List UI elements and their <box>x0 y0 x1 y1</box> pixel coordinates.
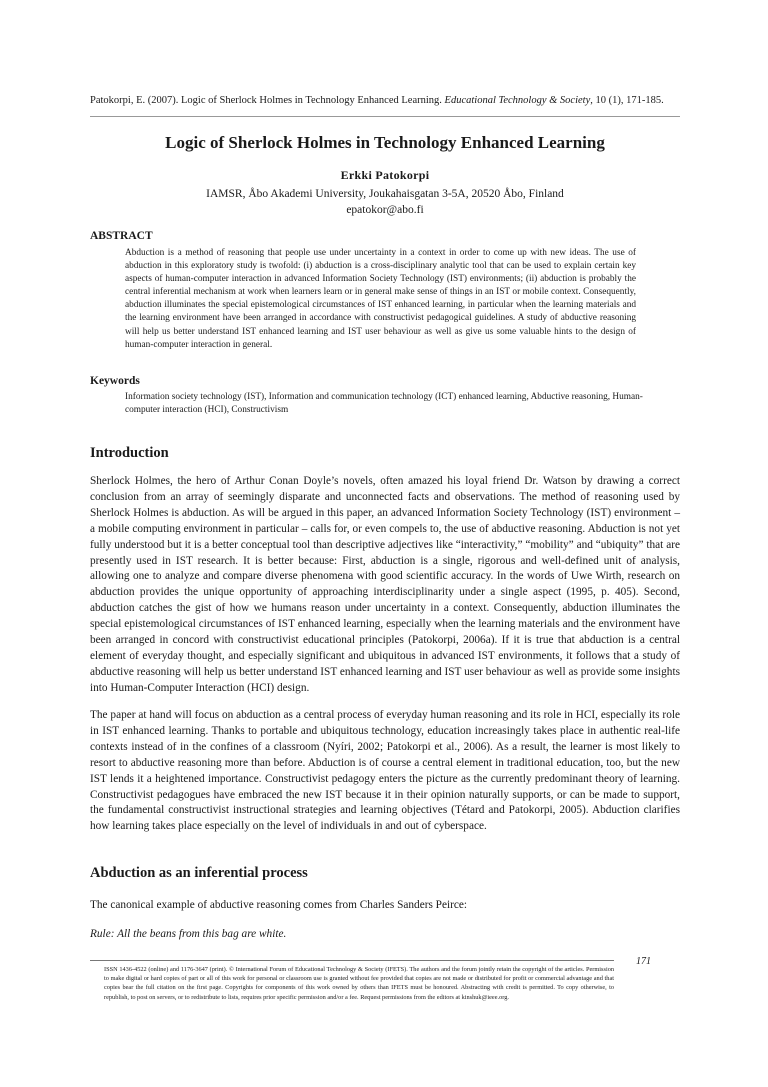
citation-header <box>90 93 680 109</box>
author-block <box>90 186 680 218</box>
introduction-paragraph-2: The paper at hand will focus on abduction as a central process of everyday human reasoning and its role in HCI, especially its role in IST enhanced learning. Thanks to portable and ubiquitous technology, education increasingly takes place in authentic real-life contexts instead of in the confines of a classroom (Nyíri, 2002; Patokorpi et al., 2006). As a result, the learner is most likely to resort to abductive reasoning more than before. Abduction is of course a central element in traditional education, too, but the new IST lends it a heightened importance. Constructivist pedagogy enters the picture as the currently predominant theory of learning. Constructivist pedagogues have embraced the new IST because it in their opinion naturally supports, or can be made to support, the fundamental constructivist instructional strategies and learning objectives (Tétard and Patokorpi, 2005). Abduction clarifies how learning takes place especially on the level of individuals in and out of cyberspace. <box>90 709 680 833</box>
abstract-text: Abduction is a method of reasoning that people use under uncertainty in a context in order to come up with new ideas. The use of abduction in this exploratory study is twofold: (i) abduction is a cross-disciplinary analytic tool that can be used to explain certain key aspects of human-computer interaction in advanced Information Society Technology (IST) environments; (ii) abduction is probably the central inferential mechanism at work when learners learn or in general make sense of things in an IST or mobile context. Consequently, abduction illuminates the special epistemological circumstances of IST enhanced learning, in particular when the learning materials and the learning environment have been arranged in accordance with constructivist pedagogical guidelines. A study of abductive reasoning will help us better understand IST enhanced learning and IST user behaviour as well as give us some valuable hints to the design of human-computer interaction in general. <box>125 248 636 350</box>
author-email: epatokor@abo.fi <box>346 204 424 216</box>
header-divider <box>90 116 680 117</box>
introduction-heading: Introduction <box>90 445 169 461</box>
keywords-label: Keywords <box>90 375 140 387</box>
citation-journal: Educational Technology & Society <box>444 95 591 106</box>
abduction-rule: Rule: All the beans from this bag are white. <box>90 928 287 940</box>
paper-title: Logic of Sherlock Holmes in Technology Enhanced Learning <box>165 133 605 152</box>
copyright-notice: ISSN 1436-4522 (online) and 1176-3647 (print). © International Forum of Educational Technology & Society (IFETS). The authors and the forum jointly retain the copyright of the articles. Permission to make digital or hard copies of part or all of this work for personal or classroom use is granted without fee provided that copies are not made or distributed for profit or commercial advantage and that copies bear the full citation on the first page. Copyrights for components of this work owned by others than IFETS must be honoured. Abstracting with credit is permitted. To copy otherwise, to republish, to post on servers, or to redistribute to lists, requires prior specific permission and/or a fee. Request permissions from the editors at kinshuk@ieee.org. <box>104 966 614 1001</box>
abduction-heading: Abduction as an inferential process <box>90 865 308 881</box>
author-name: Erkki Patokorpi <box>340 168 430 182</box>
citation-prefix: Patokorpi, E. (2007). Logic of Sherlock Holmes in Technology Enhanced Learning. <box>90 95 445 106</box>
page-number: 171 <box>636 956 651 967</box>
abstract-label: ABSTRACT <box>90 230 153 242</box>
footer-divider <box>90 960 614 961</box>
abduction-paragraph-1: The canonical example of abductive reasoning comes from Charles Sanders Peirce: <box>90 899 468 911</box>
introduction-paragraph-1: Sherlock Holmes, the hero of Arthur Conan Doyle’s novels, often amazed his loyal friend Dr. Watson by drawing a correct conclusion from an array of seemingly disparate and unconnected facts and observations. The method of reasoning used by Sherlock Holmes is abduction. As will be argued in this paper, an advanced Information Society Technology (IST) environment – a mobile computing environment in particular – calls for, or even compels to, the use of abductive reasoning. Abduction is not yet fully understood but it is a better conceptual tool than descriptive adjectives like “interactivity,” “mobility” and “ubiquity” that are presently used in IST research. It is better because: First, abduction is a single, rigorous and well-defined unit of analysis, allowing one to analyze and compare diverse phenomena with good scientific accuracy. In the words of Uwe Wirth, research on abduction provides the unique opportunity of approaching interdisciplinarity under a single aspect (1995, p. 405). Second, abduction catches the gist of how we humans reason under uncertainty in a context. Consequently, abduction illuminates the special epistemological circumstances of IST enhanced learning, especially when the learning materials and the environment have been arranged in concord with constructivist educational principles (Patokorpi, 2006a). If it is true that abduction is a central element of everyday thought, and especially significant and ubiquitous in advanced IST environments, it follows that a study of abductive reasoning will help us better understand IST enhanced learning and IST user behaviour as well as provide some insights into Human-Computer Interaction (HCI) design. <box>90 475 680 694</box>
author-affiliation: IAMSR, Åbo Akademi University, Joukahaisgatan 3-5A, 20520 Åbo, Finland <box>206 188 564 200</box>
keywords-text: Information society technology (IST), Information and communication technology (ICT) enhanced learning, Abductive reasoning, Human-computer interaction (HCI), Constructivism <box>125 392 643 416</box>
citation-suffix: , 10 (1), 171-185. <box>590 95 664 106</box>
